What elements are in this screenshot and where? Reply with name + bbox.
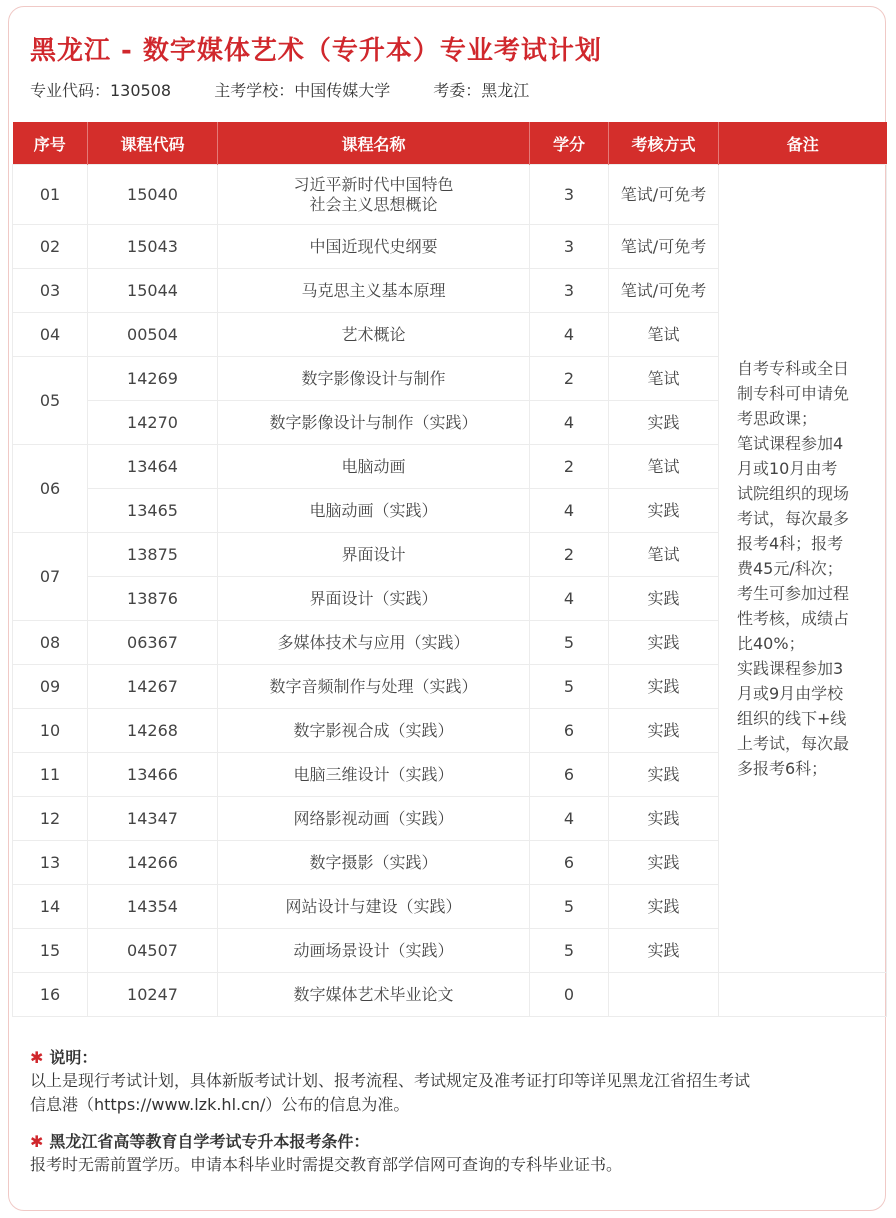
cell-no: 06 (13, 445, 88, 533)
note-text: 信息港（https://www.lzk.hl.cn/）公布的信息为准。 (30, 1095, 410, 1114)
cell-no: 04 (13, 313, 88, 357)
cell-credit: 6 (530, 709, 609, 753)
cell-credit: 3 (530, 225, 609, 269)
cell-name: 网络影视动画（实践） (218, 797, 530, 841)
cell-name: 数字影视合成（实践） (218, 709, 530, 753)
remark-cell (719, 165, 887, 973)
cell-name (218, 165, 530, 225)
cell-method: 实践 (609, 885, 719, 929)
cell-credit: 3 (530, 165, 609, 225)
notes-section (30, 1045, 875, 1177)
cell-credit: 4 (530, 401, 609, 445)
cell-name: 电脑三维设计（实践） (218, 753, 530, 797)
remark-line: 报考4科；报考 (737, 534, 844, 553)
cell-code: 15040 (88, 165, 218, 225)
cell-method: 笔试 (609, 357, 719, 401)
asterisk-icon: ✱ (30, 1048, 44, 1067)
remark-line: 多报考6科； (737, 759, 828, 778)
cell-name: 马克思主义基本原理 (218, 269, 530, 313)
col-header-no: 序号 (13, 122, 88, 165)
cell-name: 中国近现代史纲要 (218, 225, 530, 269)
cell-code: 14268 (88, 709, 218, 753)
cell-code: 00504 (88, 313, 218, 357)
cell-credit: 4 (530, 489, 609, 533)
remark-line: 月或9月由学校 (737, 684, 844, 703)
cell-remark-empty (719, 973, 887, 1017)
cell-code: 13875 (88, 533, 218, 577)
remark-line: 考思政课； (737, 409, 818, 428)
cell-no: 08 (13, 621, 88, 665)
cell-code: 10247 (88, 973, 218, 1017)
cell-method: 实践 (609, 577, 719, 621)
cell-credit: 2 (530, 357, 609, 401)
cell-method (609, 973, 719, 1017)
major-code: 专业代码：130508 (30, 81, 172, 100)
cell-name: 数字影像设计与制作（实践） (218, 401, 530, 445)
cell-method: 笔试 (609, 313, 719, 357)
remark-line: 考生可参加过程 (737, 584, 850, 603)
cell-code: 04507 (88, 929, 218, 973)
remark-line: 组织的线下+线 (737, 709, 847, 728)
cell-credit: 5 (530, 929, 609, 973)
cell-code: 15043 (88, 225, 218, 269)
remark-line: 月或10月由考 (737, 459, 838, 478)
cell-no: 16 (13, 973, 88, 1017)
cell-method: 实践 (609, 709, 719, 753)
note-heading-conditions (30, 1129, 875, 1153)
cell-credit: 2 (530, 445, 609, 489)
cell-method: 实践 (609, 665, 719, 709)
cell-credit: 6 (530, 753, 609, 797)
cell-no: 11 (13, 753, 88, 797)
cell-code: 13876 (88, 577, 218, 621)
cell-credit: 4 (530, 313, 609, 357)
note-heading-text: 说明： (49, 1048, 98, 1067)
note-text: 报考时无需前置学历。申请本科毕业时需提交教育部学信网可查询的专科毕业证书。 (30, 1155, 623, 1174)
cell-no: 12 (13, 797, 88, 841)
cell-code: 14270 (88, 401, 218, 445)
cell-name: 数字影像设计与制作 (218, 357, 530, 401)
cell-code: 14267 (88, 665, 218, 709)
cell-name: 多媒体技术与应用（实践） (218, 621, 530, 665)
cell-method: 实践 (609, 489, 719, 533)
cell-credit: 5 (530, 621, 609, 665)
cell-name: 艺术概论 (218, 313, 530, 357)
cell-method: 实践 (609, 621, 719, 665)
exam-committee: 考委：黑龙江 (433, 81, 530, 100)
remark-line: 上考试，每次最 (737, 734, 850, 753)
cell-code: 13465 (88, 489, 218, 533)
cell-method: 实践 (609, 401, 719, 445)
cell-no: 02 (13, 225, 88, 269)
page-title: 黑龙江 - 数字媒体艺术（专升本）专业考试计划 (30, 36, 602, 66)
cell-code: 13464 (88, 445, 218, 489)
exam-plan-table (12, 122, 887, 1017)
cell-no: 14 (13, 885, 88, 929)
col-header-remark: 备注 (719, 122, 887, 165)
cell-code: 14266 (88, 841, 218, 885)
cell-method: 实践 (609, 753, 719, 797)
cell-no: 13 (13, 841, 88, 885)
remark-line: 制专科可申请免 (737, 384, 850, 403)
major-meta (30, 78, 567, 101)
remark-line: 考试，每次最多 (737, 509, 850, 528)
cell-code: 13466 (88, 753, 218, 797)
cell-method: 实践 (609, 841, 719, 885)
cell-credit: 4 (530, 577, 609, 621)
cell-credit: 5 (530, 665, 609, 709)
cell-no: 10 (13, 709, 88, 753)
cell-method: 实践 (609, 797, 719, 841)
col-header-name: 课程名称 (218, 122, 530, 165)
cell-name: 电脑动画（实践） (218, 489, 530, 533)
cell-method: 笔试/可免考 (609, 269, 719, 313)
cell-name: 网站设计与建设（实践） (218, 885, 530, 929)
note-text: 以上是现行考试计划，具体新版考试计划、报考流程、考试规定及准考证打印等详见黑龙江省招生考试 (30, 1071, 751, 1090)
remark-line: 费45元/科次； (737, 559, 843, 578)
cell-credit: 6 (530, 841, 609, 885)
col-header-method: 考核方式 (609, 122, 719, 165)
cell-credit: 5 (530, 885, 609, 929)
cell-no: 07 (13, 533, 88, 621)
cell-no: 03 (13, 269, 88, 313)
cell-name-line2: 社会主义思想概论 (309, 194, 438, 214)
table-row (13, 165, 887, 225)
cell-name: 动画场景设计（实践） (218, 929, 530, 973)
col-header-code: 课程代码 (88, 122, 218, 165)
cell-method: 笔试/可免考 (609, 225, 719, 269)
remark-line: 性考核，成绩占 (737, 609, 850, 628)
table-header-row (13, 122, 887, 165)
cell-method: 笔试/可免考 (609, 165, 719, 225)
remark-line: 比40%； (737, 634, 805, 653)
cell-name: 数字音频制作与处理（实践） (218, 665, 530, 709)
col-header-credit: 学分 (530, 122, 609, 165)
remark-line: 实践课程参加3 (737, 659, 844, 678)
table-row (13, 973, 887, 1017)
cell-name: 数字摄影（实践） (218, 841, 530, 885)
cell-credit: 3 (530, 269, 609, 313)
cell-method: 笔试 (609, 445, 719, 489)
cell-no: 09 (13, 665, 88, 709)
exam-school: 主考学校：中国传媒大学 (214, 81, 391, 100)
asterisk-icon: ✱ (30, 1132, 44, 1151)
cell-no: 01 (13, 165, 88, 225)
cell-no: 05 (13, 357, 88, 445)
remark-line: 自考专科或全日 (737, 359, 850, 378)
cell-code: 14354 (88, 885, 218, 929)
cell-credit: 2 (530, 533, 609, 577)
note-heading-text: 黑龙江省高等教育自学考试专升本报考条件： (49, 1132, 370, 1151)
note-heading-explanation (30, 1045, 875, 1069)
remark-line: 笔试课程参加4 (737, 434, 844, 453)
cell-name: 界面设计（实践） (218, 577, 530, 621)
cell-code: 14347 (88, 797, 218, 841)
cell-method: 笔试 (609, 533, 719, 577)
cell-code: 15044 (88, 269, 218, 313)
cell-method: 实践 (609, 929, 719, 973)
cell-code: 14269 (88, 357, 218, 401)
cell-name: 数字媒体艺术毕业论文 (218, 973, 530, 1017)
remark-line: 试院组织的现场 (737, 484, 850, 503)
cell-name: 电脑动画 (218, 445, 530, 489)
cell-code: 06367 (88, 621, 218, 665)
cell-credit: 4 (530, 797, 609, 841)
cell-credit: 0 (530, 973, 609, 1017)
cell-name: 界面设计 (218, 533, 530, 577)
cell-no: 15 (13, 929, 88, 973)
cell-name-line1: 习近平新时代中国特色 (293, 174, 454, 194)
